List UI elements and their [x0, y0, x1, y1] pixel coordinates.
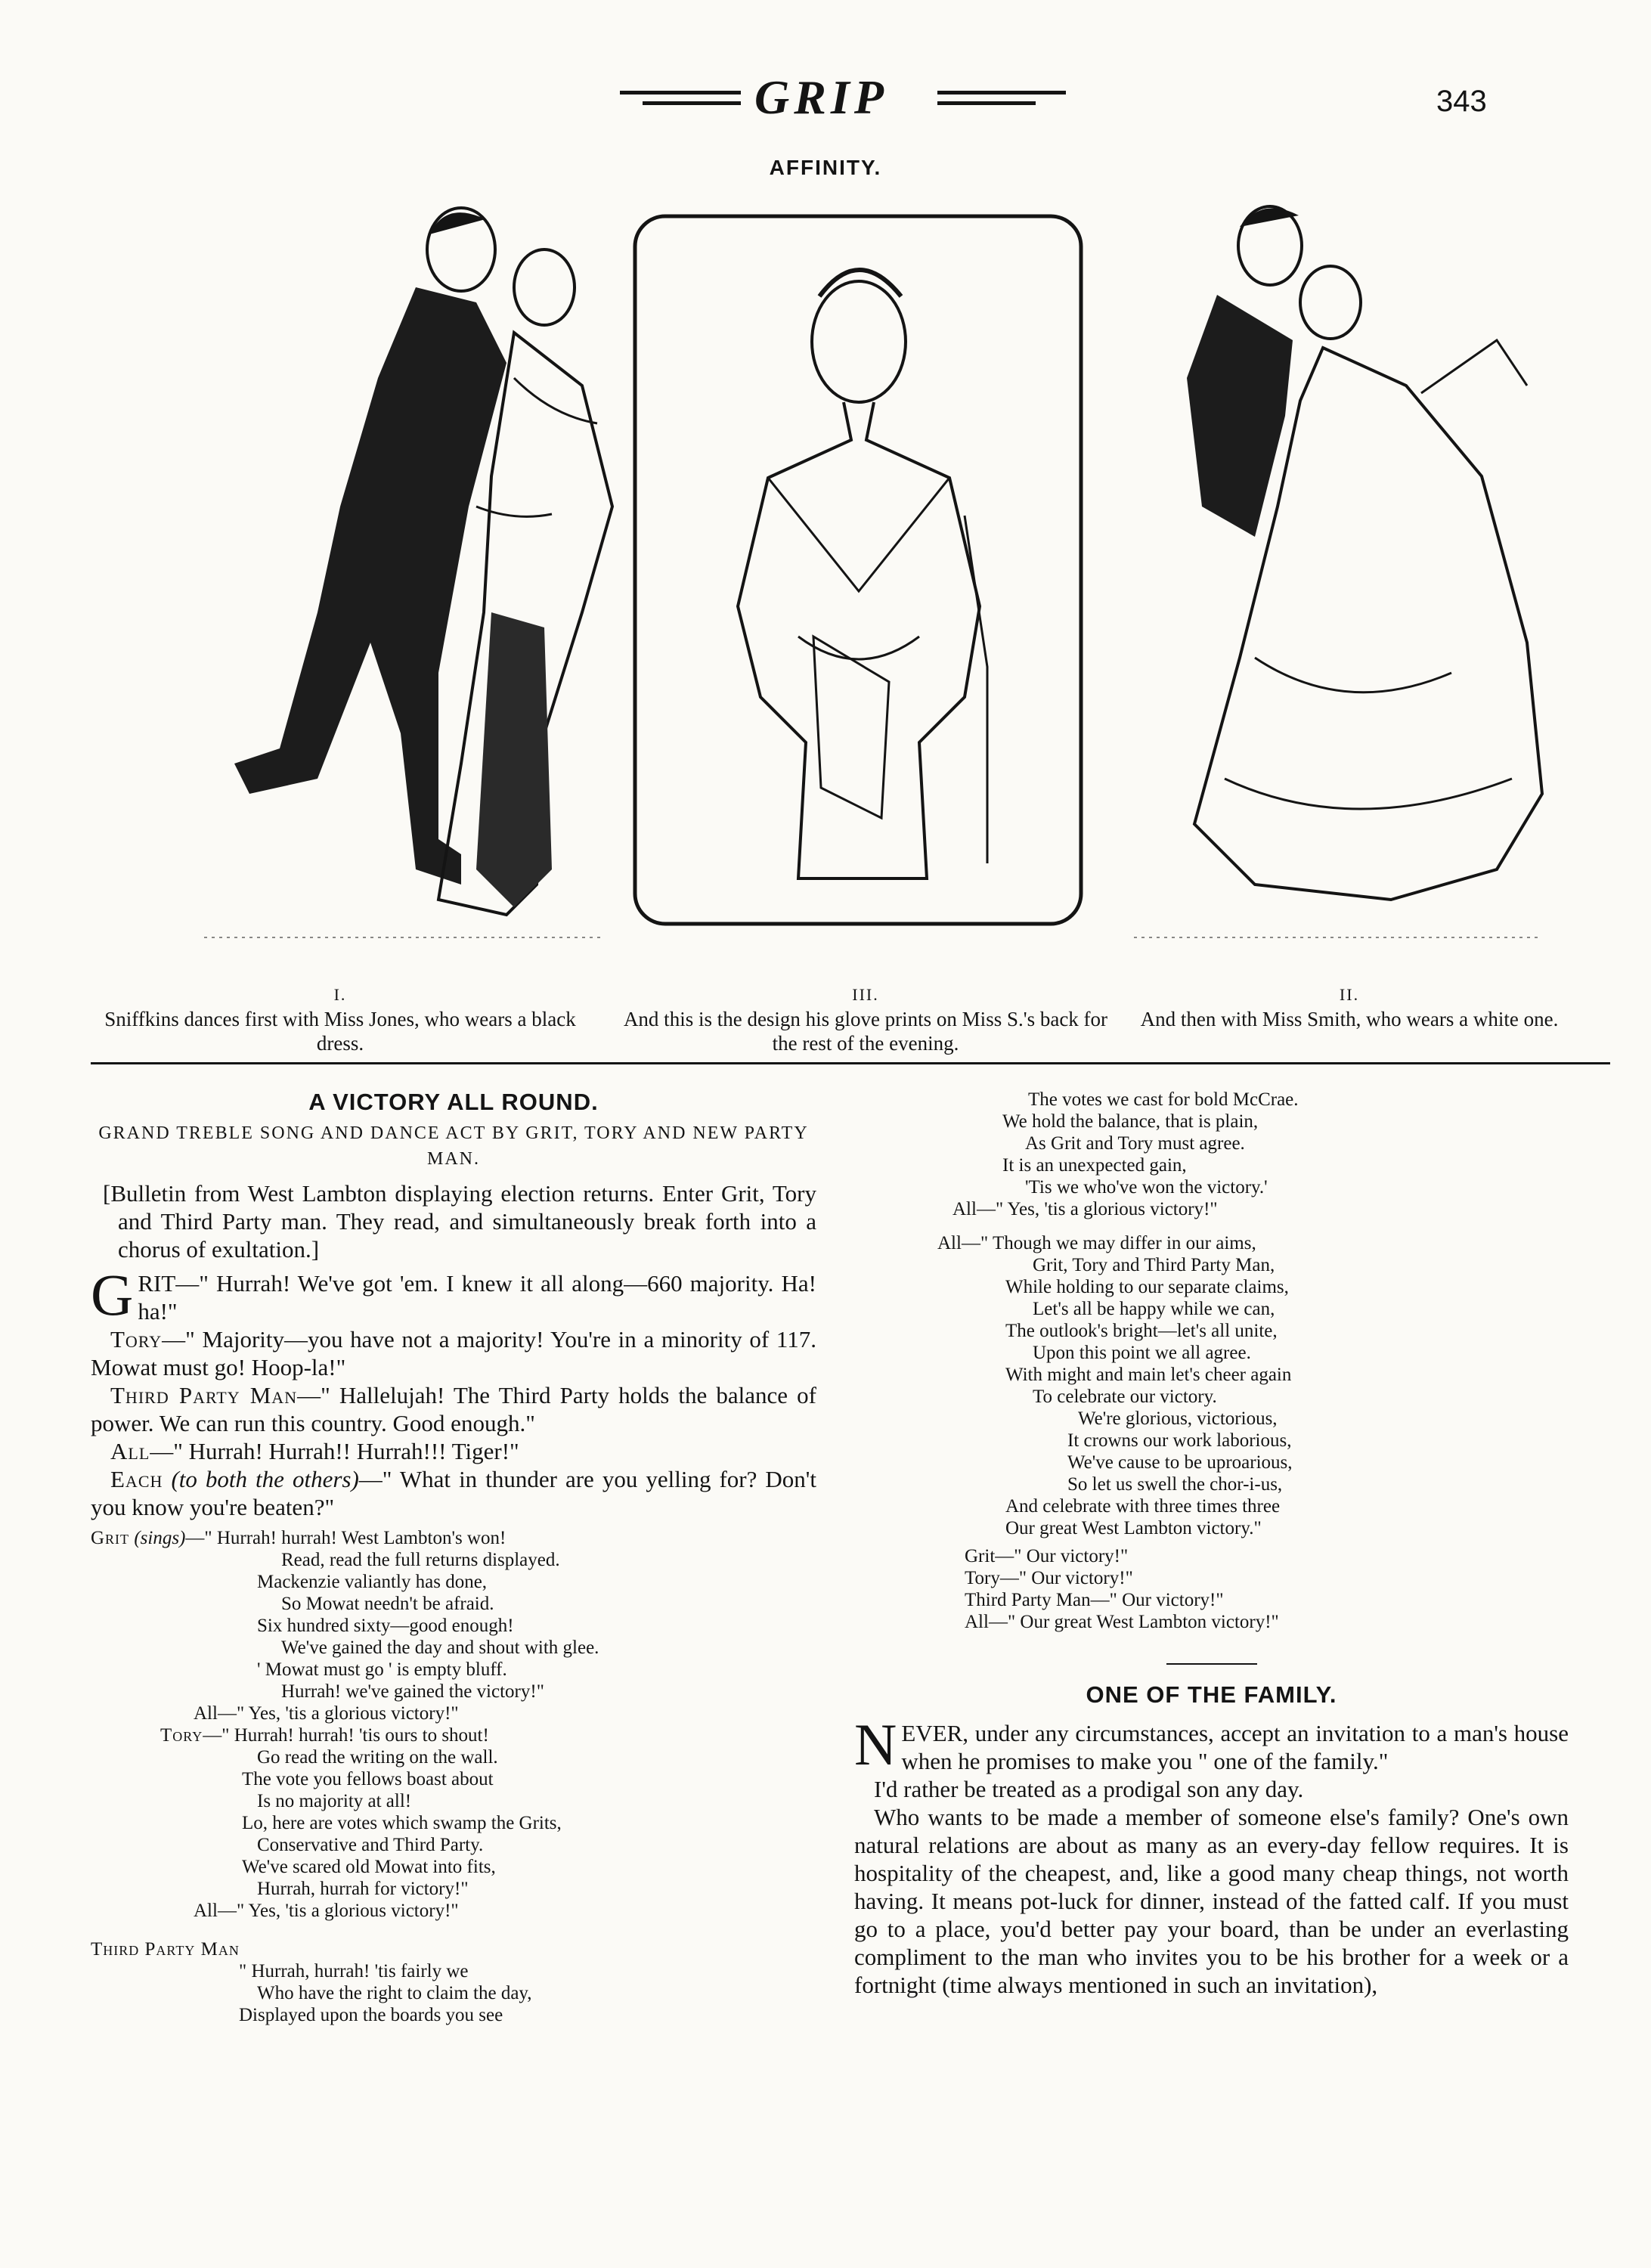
panel-1-caption-text: Sniffkins dances first with Miss Jones, who wears a black dress.: [104, 1008, 576, 1055]
panel-1-numeral: I.: [333, 985, 347, 1004]
panel-3-caption: [620, 983, 1111, 1055]
dropcap-n: N: [854, 1712, 897, 1777]
dialogue-tory: Tory—" Majority—you have not a majority! You're in a minority of 117. Mowat must go! Hoop-la!": [91, 1326, 816, 1380]
dancing-couple-white-dress-illustration: [1104, 189, 1557, 945]
panel-2-numeral: II.: [1339, 985, 1360, 1004]
masthead-title: GRIP: [754, 70, 888, 124]
dialogue-each: Each (to both the others)—" What in thunder are you yelling for? Don't you know you're beaten?": [91, 1466, 817, 1520]
article-one-of-the-family: [854, 1681, 1569, 1999]
family-paragraph-3: Who wants to be made a member of someone else's family? One's own natural relations are about as many as an every-day fellow requires. It is hospitality of the cheapest, and, like a good many cheap things, not worth having. It means pot-luck for dinner, instead of the fatted calf. If you must go to a place, you'd better pay your board, than be under an everlasting compliment to the man who invites you to be his brother for a week or a fortnight (time always mentioned in such an invitation),: [854, 1804, 1569, 1998]
right-column: [854, 1089, 1569, 1999]
woman-back-view-illustration: [632, 213, 1084, 927]
finale: Grit—" Our victory!" Tory—" Our victory!" Third Party Man—" Our victory!" All—" Our great West Lambton victory!": [965, 1546, 1279, 1632]
family-paragraph-2: I'd rather be treated as a prodigal son any day.: [874, 1776, 1304, 1802]
masthead-rule-right: [937, 91, 1066, 94]
stage-direction: [Bulletin from West Lambton displaying election returns. Enter Grit, Tory and Third Party man. They read, and simultaneously break forth into a chorus of exultation.]: [103, 1180, 816, 1263]
tory-song: Tory—" Hurrah! hurrah! 'tis ours to shout! Go read the writing on the wall. The vote you fellows boast about Is no majority at all! Lo, here are votes which swamp the Grits, Conservative and Third Party. We've scared old Mowat into fits, Hurrah, hurrah for victory!" All—" Yes, 'tis a glorious victory!": [91, 1724, 816, 1922]
masthead-rule-left: [620, 91, 741, 94]
panel-1-caption: [98, 983, 582, 1055]
panel-3-numeral: III.: [852, 985, 879, 1004]
article-2-title: ONE OF THE FAMILY.: [1086, 1681, 1337, 1708]
third-party-song: Third Party Man " Hurrah, hurrah! 'tis fairly we Who have the right to claim the day, Displayed upon the boards you see: [91, 1939, 532, 2025]
dialogue-third-party: Third Party Man—" Hallelujah! The Third Party holds the balance of power. We can run this country. Good enough.": [91, 1382, 817, 1436]
illustration-panel-2: [1104, 189, 1557, 945]
chorus-1: All—" Yes, 'tis a glorious victory!": [194, 1703, 459, 1724]
masthead-rule-left-2: [643, 101, 741, 105]
third-party-song-continued: The votes we cast for bold McCrae. We hold the balance, that is plain, As Grit and Tory must agree. It is an unexpected gain, 'Tis we who've won the victory.' All—" Yes, 'tis a glorious victory!": [854, 1089, 1569, 1220]
section-divider: [91, 1062, 1610, 1064]
article-1-subtitle: GRAND TREBLE SONG AND DANCE ACT BY GRIT, TORY AND NEW PARTY MAN.: [98, 1123, 809, 1169]
page-number: 343: [1436, 85, 1487, 118]
article-separator: [1166, 1663, 1257, 1665]
chorus-3: All—" Yes, 'tis a glorious victory!": [952, 1199, 1218, 1219]
dialogue-all: All—" Hurrah! Hurrah!! Hurrah!!! Tiger!": [110, 1438, 519, 1464]
dialogue-grit: GRIT—" Hurrah! We've got 'em. I knew it all along—660 majority. Ha! ha!": [91, 1262, 816, 1328]
article-1-title: A VICTORY ALL ROUND.: [308, 1089, 599, 1115]
masthead: [0, 64, 1651, 139]
illustration-panel-1: [189, 189, 620, 945]
chorus-2: All—" Yes, 'tis a glorious victory!": [194, 1901, 459, 1921]
panel-3-caption-text: And this is the design his glove prints on Miss S.'s back for the rest of the evening.: [623, 1008, 1108, 1055]
panel-2-caption: [1119, 983, 1580, 1031]
dancing-couple-black-dress-illustration: [189, 189, 620, 945]
illustration-panel-3: [632, 213, 1084, 927]
all-song: All—" Though we may differ in our aims, Grit, Tory and Third Party Man, While holding to our separate claims, Let's all be happy while we can, The outlook's bright—let's all unite, Upon this point we all agree. With might and main let's cheer again To celebrate our victory. We're glorious, victorious, It crowns our work laborious, We've cause to be uproarious, So let us swell the chor-i-us, And celebrate with three times three Our great West Lambton victory.": [937, 1233, 1293, 1538]
panel-2-caption-text: And then with Miss Smith, who wears a white one.: [1140, 1008, 1559, 1030]
masthead-rule-right-2: [937, 101, 1036, 105]
family-paragraph-1: NEVER, under any circumstances, accept an invitation to a man's house when he promises to make you " one of the family.": [854, 1712, 1569, 1777]
dropcap-g: G: [91, 1262, 134, 1328]
article-victory-all-round: [91, 1089, 816, 2026]
cartoon-title: AFFINITY.: [769, 156, 882, 179]
grit-song: Grit (sings)—" Hurrah! hurrah! West Lambton's won! Read, read the full returns displayed. Mackenzie valiantly has done, So Mowat needn't be afraid. Six hundred sixty—good enough! We've gained the day and shout with glee. ' Mowat must go ' is empty bluff. Hurrah! we've gained the victory!" All—" Yes, 'tis a glorious victory!": [91, 1527, 816, 1724]
